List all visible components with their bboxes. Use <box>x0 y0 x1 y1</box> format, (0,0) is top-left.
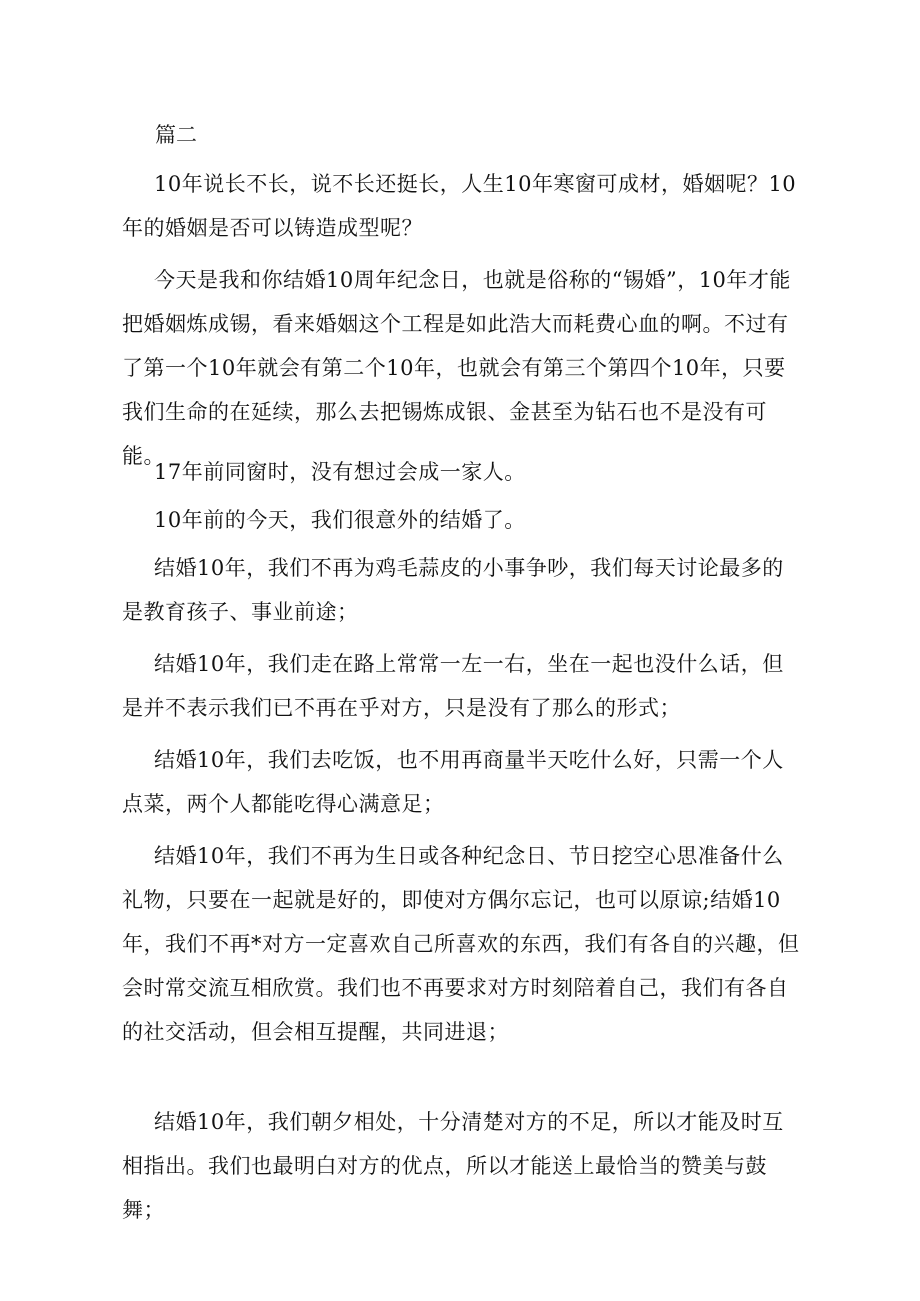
paragraph-4: 10年前的今天，我们很意外的结婚了。 <box>154 508 526 532</box>
paragraph-8: 结婚10年，我们不再为生日或各种纪念日、节日挖空心思准备什么礼物，只要在一起就是好的，即使对方偶尔忘记，也可以原谅;结婚10年，我们不再*对方一定喜欢自己所喜欢的东西，我们有各自的兴趣，但会时常交流互相欣赏。我们也不再要求对方时刻陪着自己，我们有各自的社交活动，但会相互提醒，共同进退； <box>122 844 800 1044</box>
paragraph-9: 结婚10年，我们朝夕相处，十分清楚对方的不足，所以才能及时互相指出。我们也最明白对方的优点，所以才能送上最恰当的赞美与鼓舞； <box>122 1110 784 1222</box>
paragraph-5: 结婚10年，我们不再为鸡毛蒜皮的小事争吵，我们每天讨论最多的是教育孩子、事业前途； <box>122 556 784 624</box>
paragraph-6: 结婚10年，我们走在路上常常一左一右，坐在一起也没什么话，但是并不表示我们已不再在乎对方，只是没有了那么的形式； <box>122 652 784 720</box>
paragraph-7: 结婚10年，我们去吃饭，也不用再商量半天吃什么好，只需一个人点菜，两个人都能吃得心满意足； <box>122 748 784 816</box>
paragraph-2: 今天是我和你结婚10周年纪念日，也就是俗称的“锡婚”，10年才能把婚姻炼成锡，看来婚姻这个工程是如此浩大而耗费心血的啊。不过有了第一个10年就会有第二个10年，也就会有第三个第四个10年，只要我们生命的在延续，那么去把锡炼成银、金甚至为钻石也不是没有可能。 <box>122 268 791 468</box>
section-heading: 篇二 <box>155 123 197 147</box>
paragraph-3: 17年前同窗时，没有想过会成一家人。 <box>154 460 526 484</box>
paragraph-1: 10年说长不长，说不长还挺长，人生10年寒窗可成材，婚姻呢？10年的婚姻是否可以铸造成型呢？ <box>122 172 797 240</box>
